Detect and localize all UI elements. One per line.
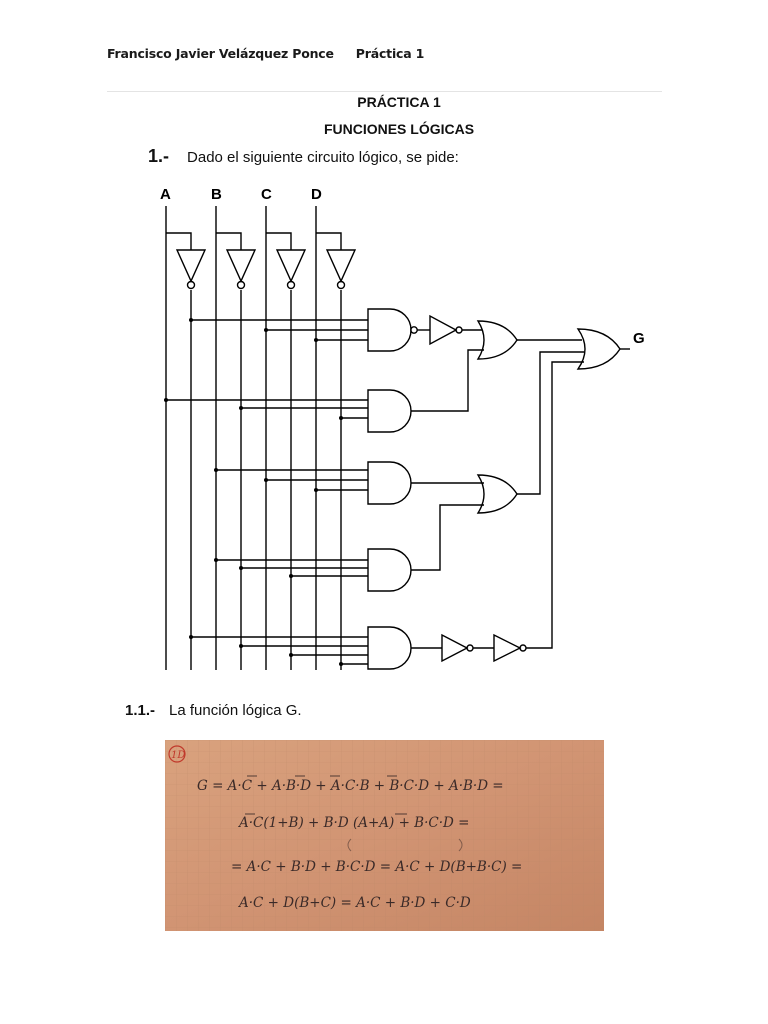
header-divider — [107, 91, 662, 92]
handwritten-line-3: = A·C + B·D + B·C·D = A·C + D(B+B·C) = — [231, 859, 523, 875]
input-d-label: D — [311, 186, 322, 203]
output-g-label: G — [633, 330, 645, 347]
handwritten-notes-image — [165, 740, 604, 931]
handwritten-line-2: A·C(1+B) + B·D (A+A) + B·C·D = — [239, 815, 470, 831]
not-gate-3 — [494, 635, 526, 661]
and-gate-2 — [368, 390, 411, 432]
question-1-1 — [125, 702, 302, 719]
question-1-1-number: 1.1.- — [125, 702, 156, 719]
inverter-b — [227, 250, 255, 289]
input-a-label: A — [160, 186, 171, 203]
document-name: Práctica 1 — [355, 46, 425, 61]
page-title: PRÁCTICA 1 — [357, 94, 441, 110]
inverter-c — [277, 250, 305, 289]
page-subtitle: FUNCIONES LÓGICAS — [323, 121, 475, 137]
handwritten-notes-photo — [165, 740, 604, 931]
logic-circuit-diagram — [150, 180, 660, 675]
handwritten-line-1: G = A·C + A·B·D + A·C·B + B·C·D + A·B·D = — [197, 778, 504, 794]
input-c-label: C — [261, 186, 272, 203]
and-gate-3 — [368, 462, 411, 504]
question-1-number: 1.- — [148, 146, 170, 166]
inverter-a — [177, 250, 205, 289]
question-1 — [148, 146, 459, 167]
author-name: Francisco Javier Velázquez Ponce — [107, 46, 334, 61]
and-gate-5 — [368, 627, 411, 669]
or-gate-2 — [478, 475, 517, 513]
nand-gate-1 — [368, 309, 417, 351]
question-1-1-text: La función lógica G. — [169, 702, 302, 719]
input-b-label: B — [211, 186, 222, 203]
inverter-d — [327, 250, 355, 289]
document-header — [107, 46, 424, 61]
or-gate-output — [578, 329, 620, 369]
handwritten-line-4: A·C + D(B+C) = A·C + B·D + C·D — [239, 895, 471, 911]
or-gate-1 — [478, 321, 517, 359]
and-gate-4 — [368, 549, 411, 591]
not-gate-2 — [442, 635, 473, 661]
question-1-text: Dado el siguiente circuito lógico, se pide: — [187, 149, 459, 166]
not-gate-1 — [430, 316, 462, 344]
handwritten-mark: 1D — [171, 750, 186, 761]
